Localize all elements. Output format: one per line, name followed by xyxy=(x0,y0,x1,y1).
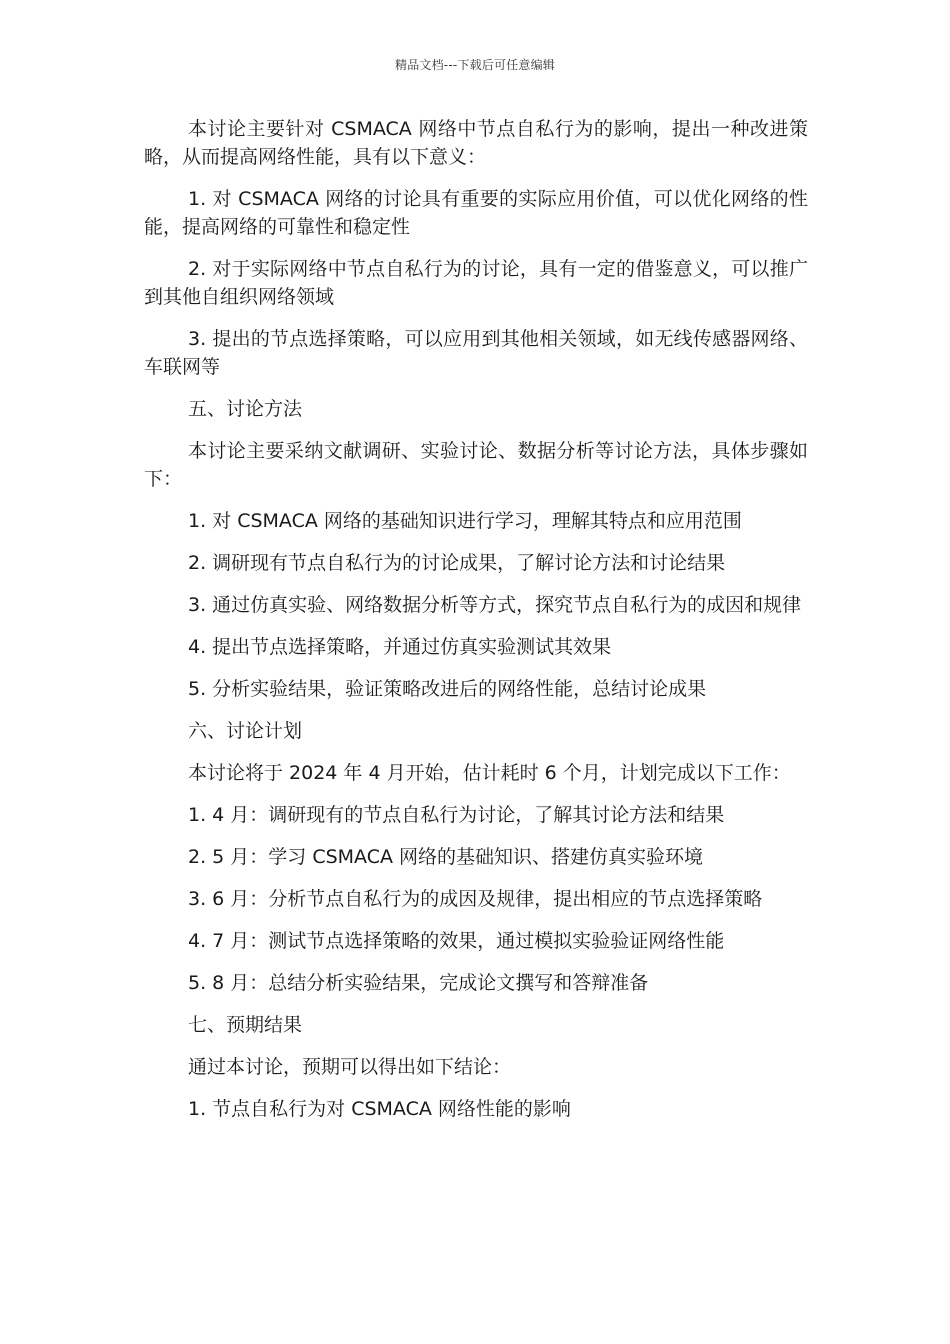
section-heading: 七、预期结果 xyxy=(188,1014,303,1036)
list-item: 3. 提出的节点选择策略，可以应用到其他相关领域，如无线传感器网络、车联网等 xyxy=(144,328,808,378)
list-item: 2. 5 月：学习 CSMACA 网络的基础知识、搭建仿真实验环境 xyxy=(188,846,704,868)
list-item: 4. 7 月：测试节点选择策略的效果，通过模拟实验验证网络性能 xyxy=(188,930,725,952)
list-item: 2. 调研现有节点自私行为的讨论成果，了解讨论方法和讨论结果 xyxy=(188,552,726,574)
document-body xyxy=(144,115,808,1137)
list-item: 1. 4 月：调研现有的节点自私行为讨论，了解其讨论方法和结果 xyxy=(188,804,725,826)
body-paragraph: 本讨论将于 2024 年 4 月开始，估计耗时 6 个月，计划完成以下工作： xyxy=(188,762,791,784)
list-item: 1. 对 CSMACA 网络的讨论具有重要的实际应用价值，可以优化网络的性能，提高网络的可靠性和稳定性 xyxy=(144,188,808,238)
body-paragraph: 通过本讨论，预期可以得出如下结论： xyxy=(188,1056,512,1078)
list-item: 1. 对 CSMACA 网络的基础知识进行学习，理解其特点和应用范围 xyxy=(188,510,742,532)
body-paragraph: 本讨论主要采纳文献调研、实验讨论、数据分析等讨论方法，具体步骤如下： xyxy=(144,440,808,490)
intro-paragraph: 本讨论主要针对 CSMACA 网络中节点自私行为的影响，提出一种改进策略，从而提高网络性能，具有以下意义： xyxy=(144,118,808,168)
list-item: 5. 分析实验结果，验证策略改进后的网络性能，总结讨论成果 xyxy=(188,678,707,700)
section-heading: 六、讨论计划 xyxy=(188,720,303,742)
list-item: 5. 8 月：总结分析实验结果，完成论文撰写和答辩准备 xyxy=(188,972,649,994)
list-item: 4. 提出节点选择策略，并通过仿真实验测试其效果 xyxy=(188,636,612,658)
list-item: 2. 对于实际网络中节点自私行为的讨论，具有一定的借鉴意义，可以推广到其他自组织网络领域 xyxy=(144,258,808,308)
list-item: 1. 节点自私行为对 CSMACA 网络性能的影响 xyxy=(188,1098,571,1120)
list-item: 3. 6 月：分析节点自私行为的成因及规律，提出相应的节点选择策略 xyxy=(188,888,763,910)
list-item: 3. 通过仿真实验、网络数据分析等方式，探究节点自私行为的成因和规律 xyxy=(188,594,802,616)
section-heading: 五、讨论方法 xyxy=(188,398,303,420)
page-header: 精品文档---下载后可任意编辑 xyxy=(395,58,555,72)
